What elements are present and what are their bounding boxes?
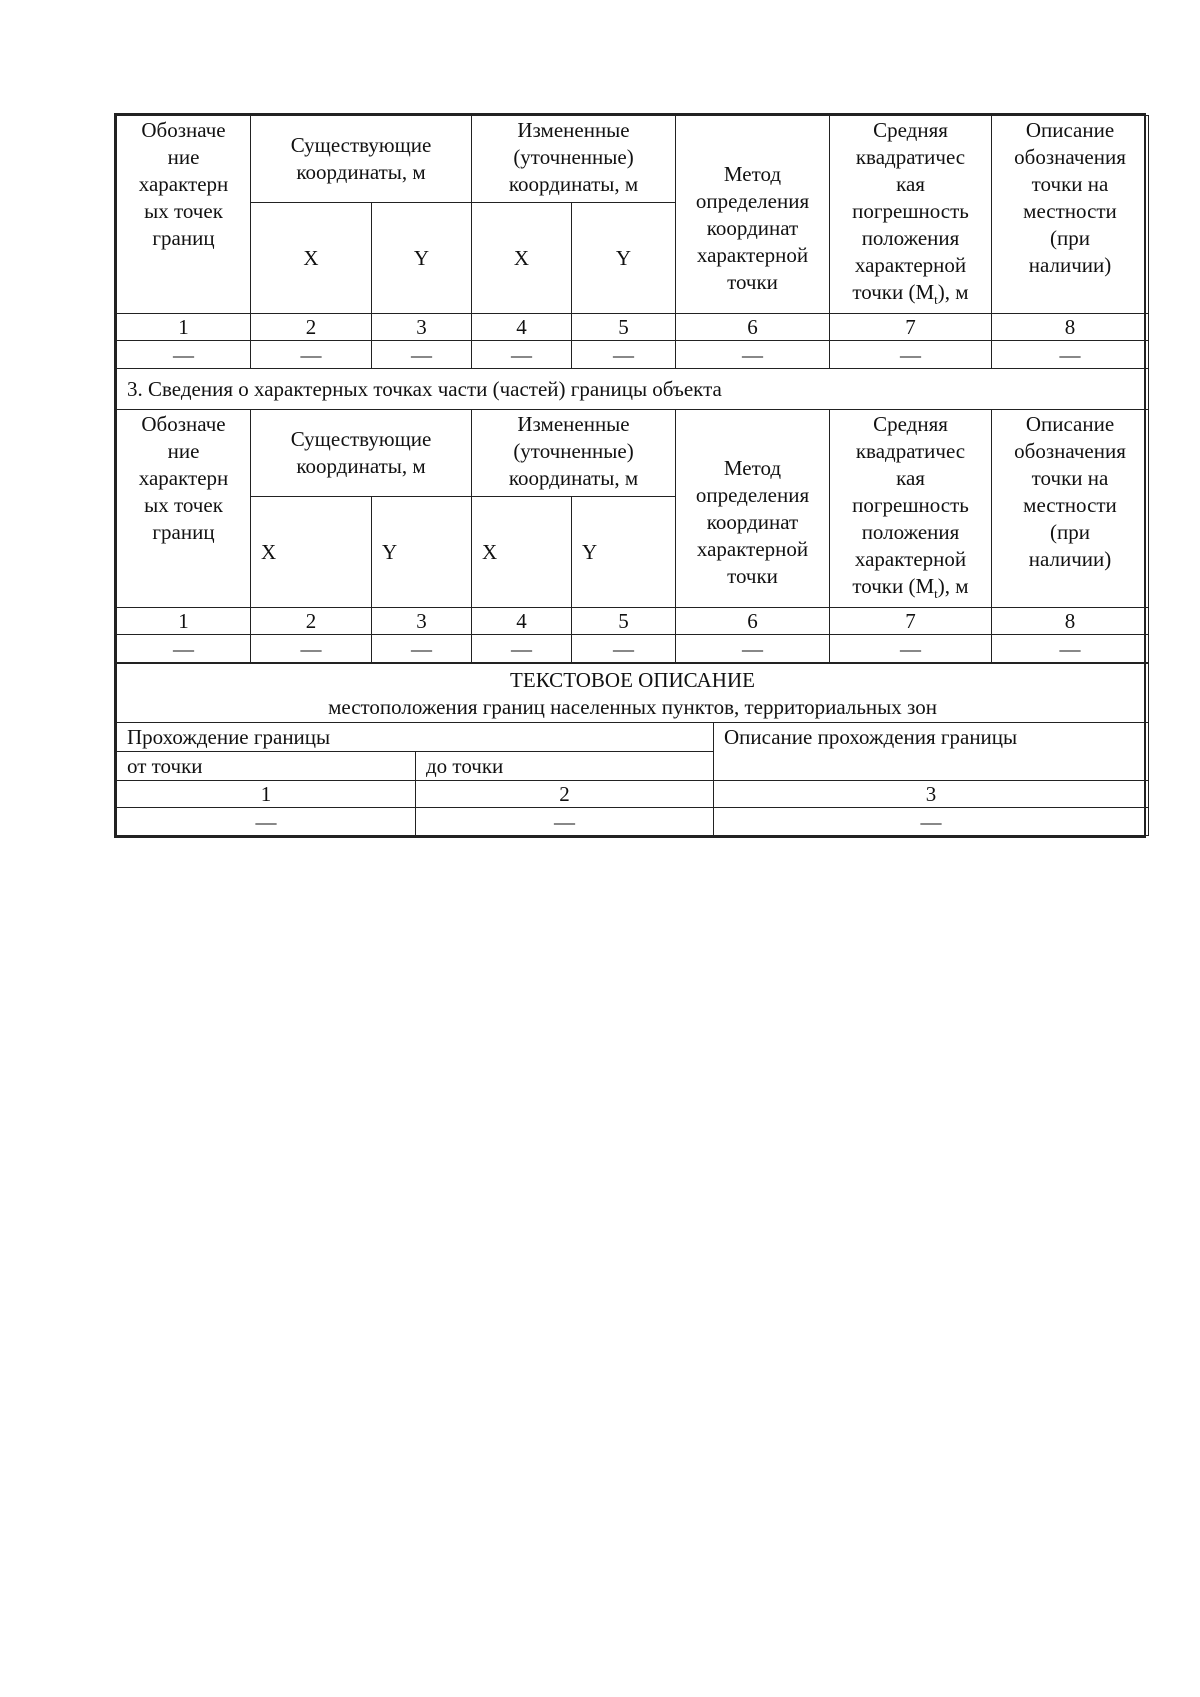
existing-x-header-2: X (251, 497, 372, 608)
empty-cell: — (372, 341, 472, 369)
mean-square-error-header: Средняя квадратичес кая погрешность положения характерной точки $(M_t)$, м (830, 116, 992, 314)
text-description-title-row (117, 664, 1149, 723)
boundary-points-form (114, 113, 1146, 838)
changed-coordinates-header-2: Измененные (уточненные) координаты, м (472, 410, 676, 497)
empty-data-row (117, 341, 1149, 369)
changed-coordinates-header: Измененные (уточненные) координаты, м (472, 116, 676, 203)
passage-description-header: Описание прохождения границы (714, 723, 1149, 781)
col-number: 4 (472, 314, 572, 341)
col-number: 3 (372, 314, 472, 341)
col-number: 2 (416, 781, 714, 808)
empty-cell: — (472, 341, 572, 369)
point-designation-header: Обозначе ние характерн ых точек границ (117, 116, 251, 314)
boundary-points-table-1 (116, 115, 1149, 663)
empty-cell: — (472, 635, 572, 663)
point-description-header: Описание обозначения точки на местности (при наличии) (992, 116, 1149, 314)
existing-y-header: Y (372, 202, 472, 313)
empty-cell: — (676, 341, 830, 369)
method-header: Метод определения координат характерной точки (676, 116, 830, 314)
text-column-numbers-row (117, 781, 1149, 808)
col-number: 4 (472, 608, 572, 635)
mean-square-error-header-2: Средняя квадратичес кая погрешность положения характерной точки $(M_t)$, м (830, 410, 992, 608)
empty-cell: — (251, 635, 372, 663)
col-number: 8 (992, 314, 1149, 341)
changed-y-header-2: Y (572, 497, 676, 608)
col-number: 5 (572, 314, 676, 341)
empty-cell: — (117, 635, 251, 663)
text-empty-data-row (117, 808, 1149, 836)
existing-coordinates-header-2: Существующие координаты, м (251, 410, 472, 497)
empty-cell: — (117, 808, 416, 836)
col-number: 1 (117, 314, 251, 341)
section-3-row (117, 369, 1149, 410)
empty-cell: — (714, 808, 1149, 836)
col-number: 2 (251, 314, 372, 341)
point-description-header-2: Описание обозначения точки на местности (при наличии) (992, 410, 1149, 608)
to-point-header: до точки (416, 752, 714, 781)
col-number: 5 (572, 608, 676, 635)
method-header-2: Метод определения координат характерной точки (676, 410, 830, 608)
empty-cell: — (251, 341, 372, 369)
from-point-header: от точки (117, 752, 416, 781)
col-number: 1 (117, 781, 416, 808)
col-number: 3 (372, 608, 472, 635)
empty-data-row-2 (117, 635, 1149, 663)
point-designation-header-2: Обозначе ние характерн ых точек границ (117, 410, 251, 608)
empty-cell: — (992, 341, 1149, 369)
empty-cell: — (572, 341, 676, 369)
section-3-title: 3. Сведения о характерных точках части (частей) границы объекта (117, 369, 1149, 410)
empty-cell: — (572, 635, 676, 663)
text-description-table (116, 663, 1149, 836)
empty-cell: — (372, 635, 472, 663)
boundary-passage-header: Прохождение границы (117, 723, 714, 752)
col-number: 3 (714, 781, 1149, 808)
changed-y-header: Y (572, 202, 676, 313)
changed-x-header: X (472, 202, 572, 313)
existing-x-header: X (251, 202, 372, 313)
empty-cell: — (676, 635, 830, 663)
existing-y-header-2: Y (372, 497, 472, 608)
col-number: 7 (830, 608, 992, 635)
empty-cell: — (117, 341, 251, 369)
empty-cell: — (830, 341, 992, 369)
empty-cell: — (416, 808, 714, 836)
empty-cell: — (992, 635, 1149, 663)
col-number: 8 (992, 608, 1149, 635)
text-description-title: ТЕКСТОВОЕ ОПИСАНИЕ местоположения границ населенных пунктов, территориальных зон (117, 664, 1149, 723)
col-number: 6 (676, 608, 830, 635)
col-number: 7 (830, 314, 992, 341)
column-numbers-row (117, 314, 1149, 341)
changed-x-header-2: X (472, 497, 572, 608)
col-number: 1 (117, 608, 251, 635)
col-number: 6 (676, 314, 830, 341)
col-number: 2 (251, 608, 372, 635)
existing-coordinates-header: Существующие координаты, м (251, 116, 472, 203)
empty-cell: — (830, 635, 992, 663)
column-numbers-row-2 (117, 608, 1149, 635)
